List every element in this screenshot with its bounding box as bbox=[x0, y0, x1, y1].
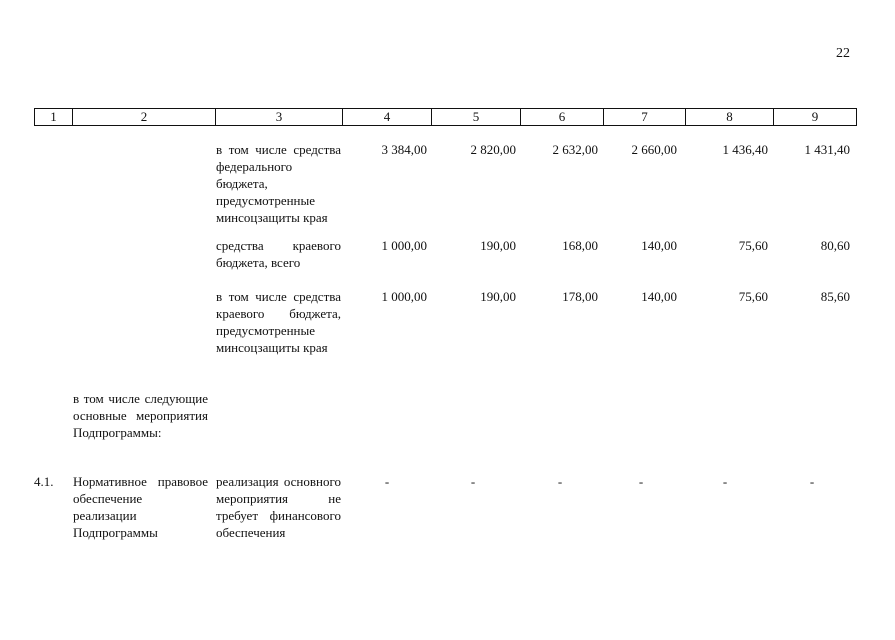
value-col-9: 80,60 bbox=[820, 238, 850, 253]
header-cell-5: 5 bbox=[432, 109, 521, 126]
value-col-6: 2 632,00 bbox=[552, 142, 598, 157]
value-col-9: 85,60 bbox=[820, 289, 850, 304]
row-description: в том числе средства федерального бюджета, предусмотренные минсоцзащиты края bbox=[216, 142, 341, 225]
item-description: реализация основного мероприятия не требует финансового обеспечения bbox=[216, 474, 341, 540]
value-col-7: 140,00 bbox=[641, 289, 677, 304]
value-col-6: 178,00 bbox=[562, 289, 598, 304]
value-col-4: - bbox=[384, 474, 390, 489]
value-col-6: - bbox=[557, 474, 563, 489]
header-cell-2: 2 bbox=[73, 109, 216, 126]
value-col-5: 190,00 bbox=[480, 289, 516, 304]
header-cell-1: 1 bbox=[35, 109, 73, 126]
value-col-4: 3 384,00 bbox=[381, 142, 427, 157]
column-numbers-header bbox=[34, 108, 857, 126]
header-cell-7: 7 bbox=[604, 109, 686, 126]
value-col-9: 1 431,40 bbox=[804, 142, 850, 157]
header-row bbox=[35, 109, 857, 126]
value-col-7: 2 660,00 bbox=[631, 142, 677, 157]
subheader-label: в том числе следующие основные мероприятия Подпрограммы: bbox=[73, 391, 208, 440]
value-col-5: 2 820,00 bbox=[470, 142, 516, 157]
value-col-8: 1 436,40 bbox=[722, 142, 768, 157]
value-col-7: - bbox=[638, 474, 644, 489]
item-name: Нормативное правовое обеспечение реализации Подпрограммы bbox=[73, 474, 208, 540]
header-cell-4: 4 bbox=[343, 109, 432, 126]
item-number: 4.1. bbox=[34, 474, 54, 489]
value-col-8: - bbox=[722, 474, 728, 489]
value-col-9: - bbox=[809, 474, 815, 489]
value-col-4: 1 000,00 bbox=[381, 289, 427, 304]
value-col-5: - bbox=[470, 474, 476, 489]
value-col-7: 140,00 bbox=[641, 238, 677, 253]
value-col-4: 1 000,00 bbox=[381, 238, 427, 253]
page-number: 22 bbox=[836, 46, 850, 61]
value-col-8: 75,60 bbox=[738, 238, 768, 253]
row-description: в том числе средства краевого бюджета, предусмотренные минсоцзащиты края bbox=[216, 289, 341, 355]
value-col-8: 75,60 bbox=[738, 289, 768, 304]
row-description: средства краевого бюджета, всего bbox=[216, 238, 341, 270]
header-cell-3: 3 bbox=[216, 109, 343, 126]
value-col-6: 168,00 bbox=[562, 238, 598, 253]
header-cell-6: 6 bbox=[521, 109, 604, 126]
header-cell-8: 8 bbox=[686, 109, 774, 126]
header-cell-9: 9 bbox=[774, 109, 857, 126]
value-col-5: 190,00 bbox=[480, 238, 516, 253]
